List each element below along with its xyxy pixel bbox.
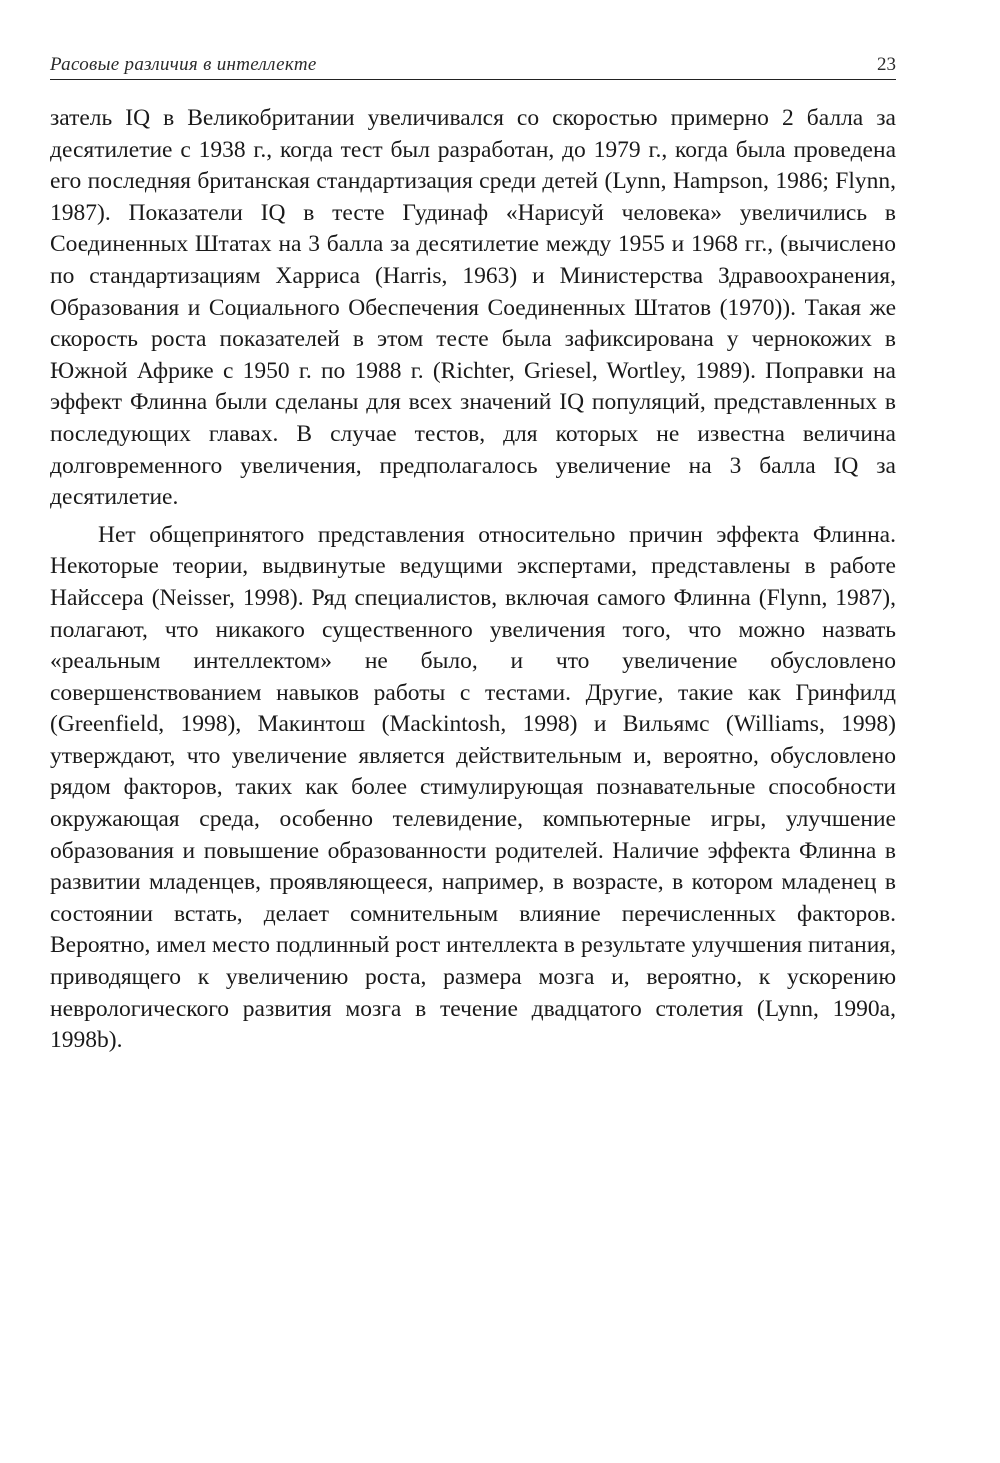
paragraph-1: затель IQ в Великобритании увеличивался со скоростью примерно 2 балла за десятилетие с 1938 г., когда тест был разработан, до 1979 г., когда была проведена его последняя британская стандартизация среди детей (Lynn, Hampson, 1986; Flynn, 1987). Показатели IQ в тесте Гудинаф «Нарисуй человека» увеличились в Соединенных Штатах на 3 балла за десятилетие между 1955 и 1968 гг., (вычислено по стандартизациям Харриса (Harris, 1963) и Министерства Здравоохранения, Образования и Социального Обеспечения Соединенных Штатов (1970)). Такая же скорость роста показателей в этом тесте была зафиксирована у чернокожих в Южной Африке с 1950 г. по 1988 г. (Richter, Griesel, Wortley, 1989). Поправки на эффект Флинна были сделаны для всех значений IQ популяций, представленных в последующих главах. В случае тестов, для которых не известна величина долговременного увеличения, предполагалось увеличение на 3 балла IQ за десятилетие.	[50, 105, 896, 511]
running-header	[50, 50, 896, 80]
paragraph-2: Нет общепринятого представления относительно причин эффекта Флинна. Некоторые теории, выдвинутые ведущими экспертами, представлены в работе Найссера (Neisser, 1998). Ряд специалистов, включая самого Флинна (Flynn, 1987), полагают, что никакого существенного увеличения того, что можно назвать «реальным интеллектом» не было, и что увеличение обусловлено совершенствованием навыков работы с тестами. Другие, такие как Гринфилд (Greenfield, 1998), Макинтош (Mackintosh, 1998) и Вильямс (Williams, 1998) утверждают, что увеличение является действительным и, вероятно, обусловлено рядом факторов, таких как более стимулирующая познавательные способности окружающая среда, особенно телевидение, компьютерные игры, улучшение образования и повышение образованности родителей. Наличие эффекта Флинна в развитии младенцев, проявляющееся, например, в возрасте, в котором младенец в состоянии встать, делает сомнительным влияние перечисленных факторов. Вероятно, имел место подлинный рост интеллекта в результате улучшения питания, приводящего к увеличению роста, размера мозга и, вероятно, к ускорению неврологического развития мозга в течение двадцатого столетия (Lynn, 1990a, 1998b).	[50, 521, 896, 1054]
page-number: 23	[877, 54, 896, 75]
body-text	[50, 103, 896, 1063]
running-title: Расовые различия в интеллекте	[50, 54, 317, 75]
